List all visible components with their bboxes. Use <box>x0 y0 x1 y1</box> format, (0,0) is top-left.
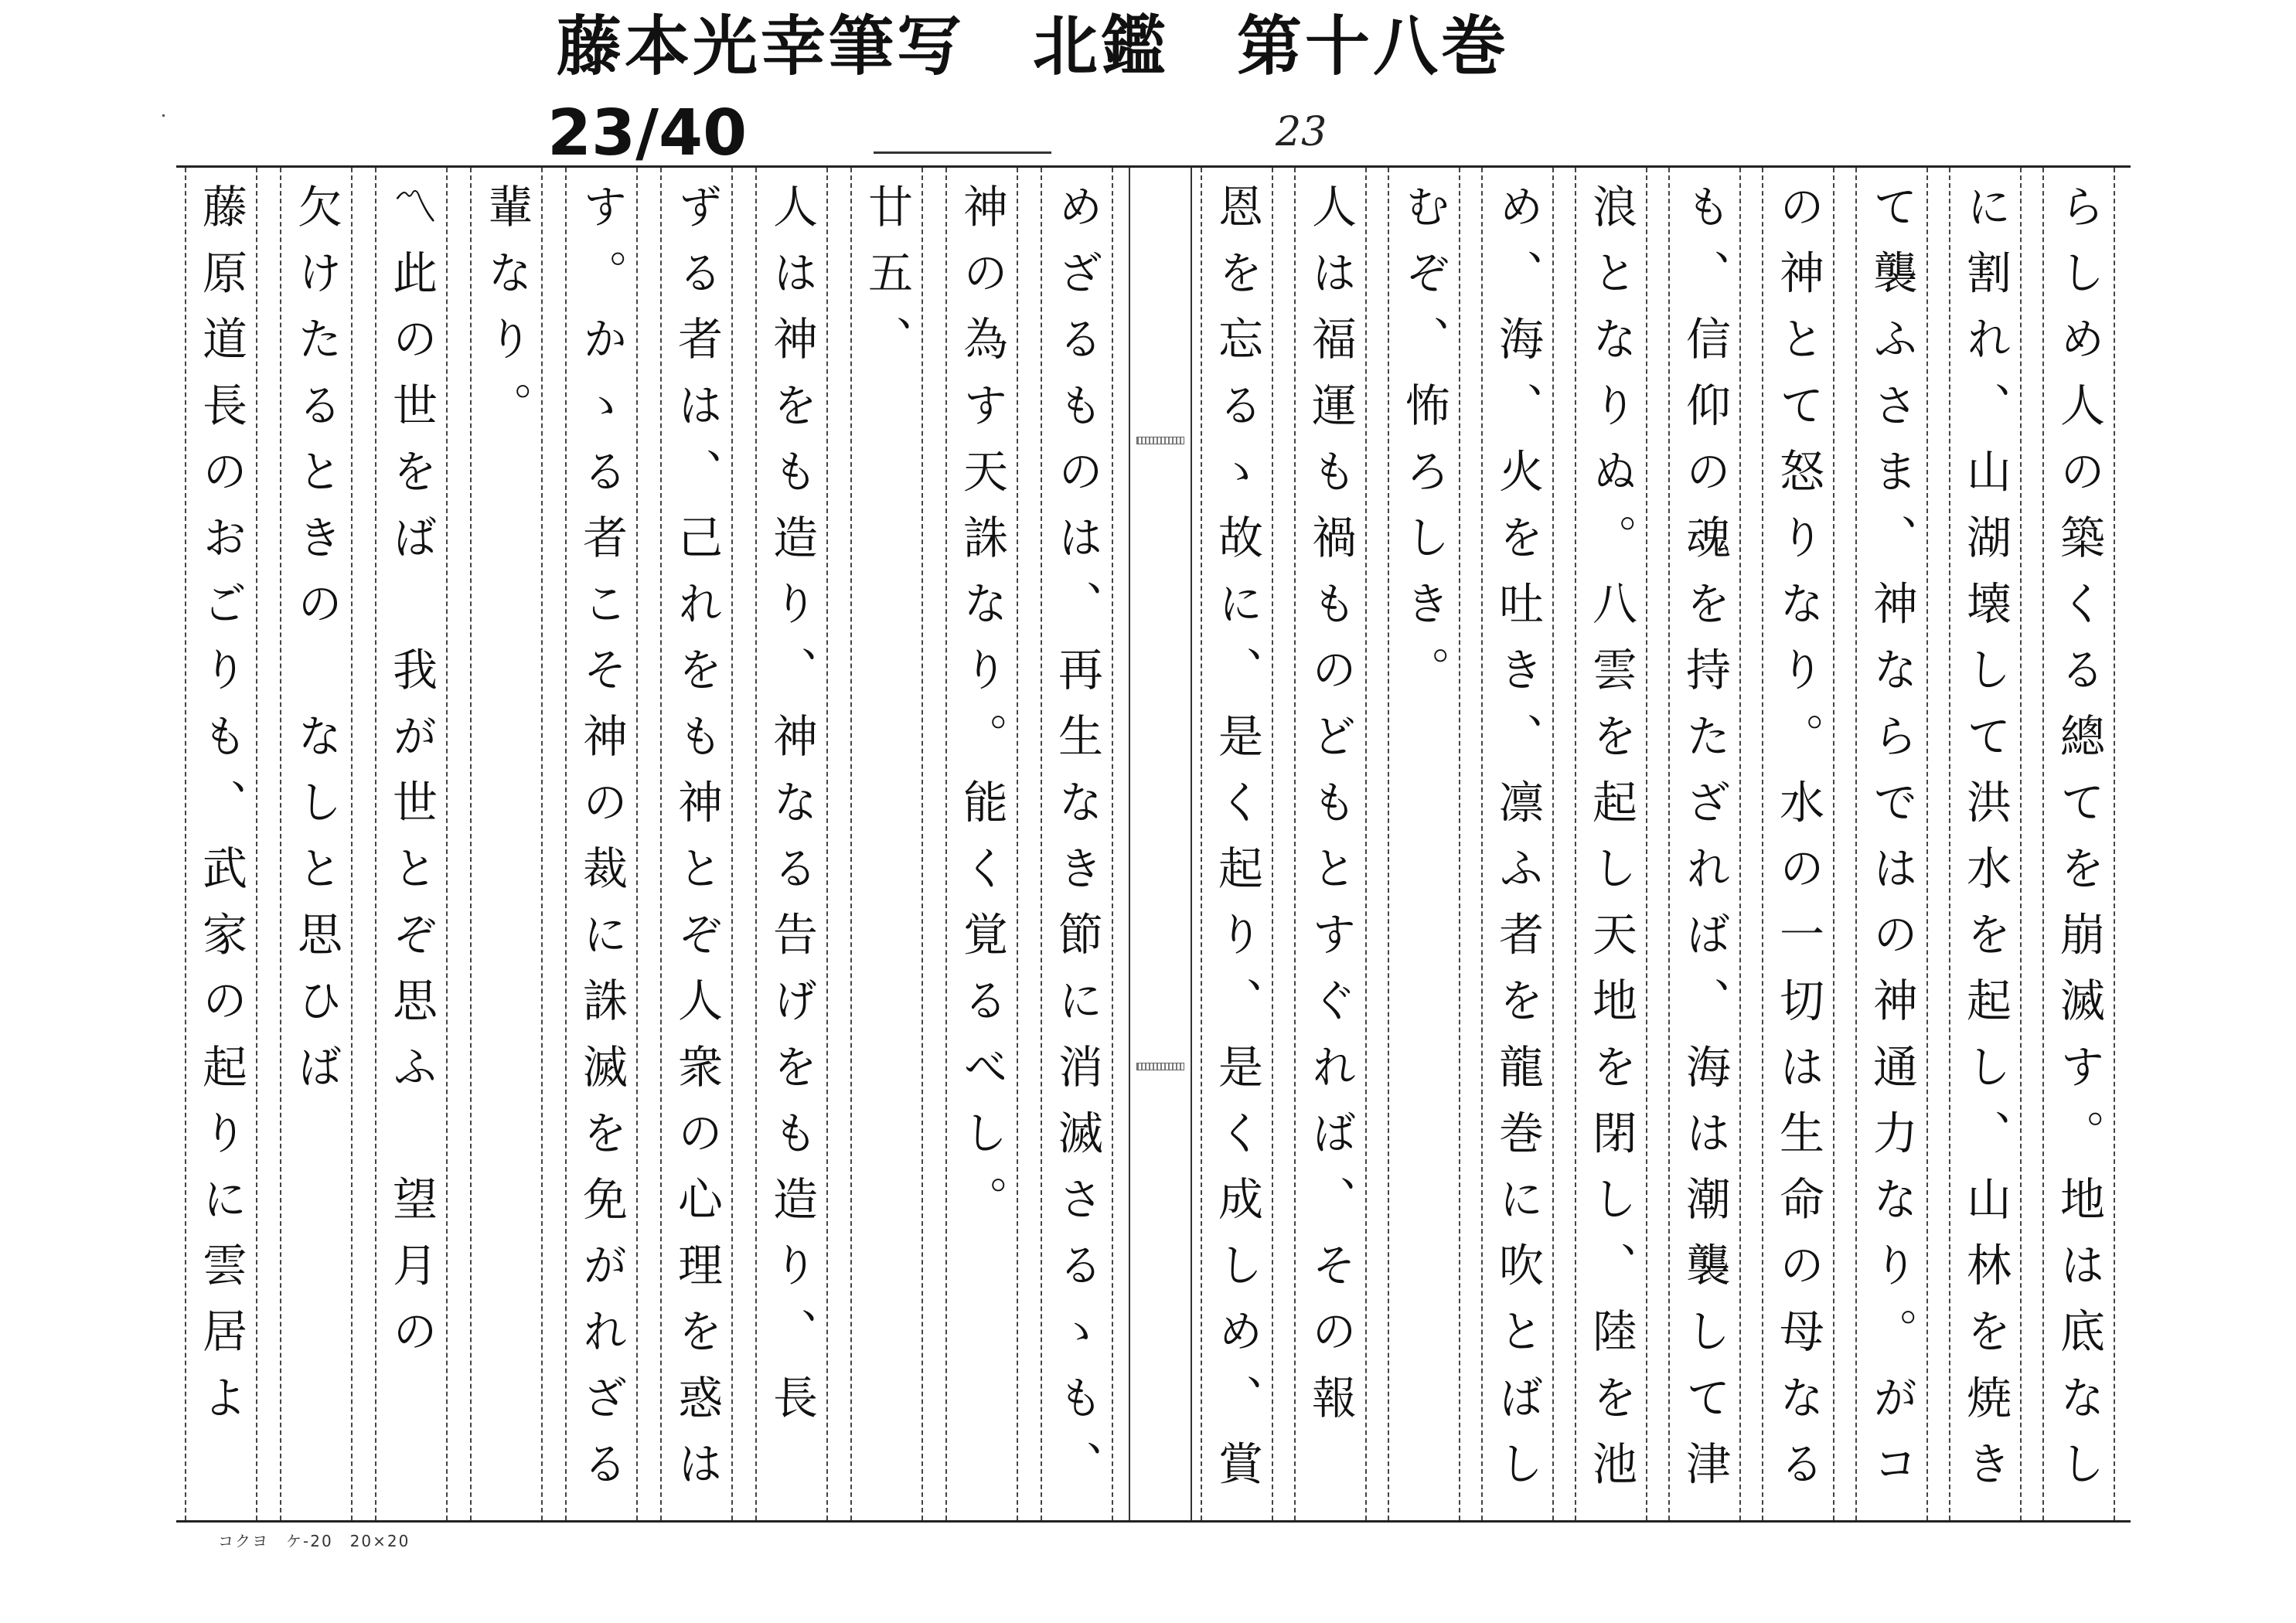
manuscript-paper <box>176 165 2131 1523</box>
column-text: 恩を忘るゝ故に、是く起り、是く成しめ、賞 <box>1211 183 1263 1506</box>
manuscript-column <box>385 168 438 1520</box>
header-rule <box>874 151 1051 154</box>
column-text: 人は神をも造り、神なる告げをも造り、長 <box>765 183 818 1441</box>
manuscript-column <box>2052 168 2105 1520</box>
column-text: ずる者は、己れをも神とぞ人衆の心理を惑は <box>670 183 723 1506</box>
manuscript-column <box>1211 168 1263 1520</box>
manuscript-column <box>480 168 533 1520</box>
manuscript-column <box>1304 168 1357 1520</box>
column-text: め、海、火を吐き、凛ふ者を龍巻に吹とばし <box>1491 183 1544 1506</box>
handwritten-folio-number: 23 <box>1276 109 1327 155</box>
column-text: 神の為す天誅なり。能く覚るべし。 <box>956 183 1008 1242</box>
manuscript-column <box>290 168 342 1520</box>
manuscript-left-half <box>176 168 1129 1520</box>
column-text: の神とて怒りなり。水の一切は生命の母なる <box>1772 183 1824 1506</box>
manuscript-column <box>956 168 1008 1520</box>
gutter-mark-top <box>1136 437 1184 444</box>
manuscript-column <box>1772 168 1824 1520</box>
gutter-mark-bottom <box>1136 1063 1184 1070</box>
column-text: も、信仰の魂を持たざれば、海は潮襲して津 <box>1678 183 1731 1506</box>
manuscript-column <box>860 168 913 1520</box>
manuscript-column <box>670 168 723 1520</box>
manuscript-column <box>1398 168 1450 1520</box>
column-text: 〽此の世をば 我が世とぞ思ふ 望月の <box>385 183 438 1374</box>
column-text: す。かゝる者こそ神の裁に誅滅を免がれざる <box>575 183 628 1506</box>
page-number: 23/40 <box>547 97 748 170</box>
column-text: めざるものは、再生なき節に消滅さるゝも、 <box>1051 183 1103 1506</box>
column-text: 廿五、 <box>860 183 913 382</box>
manuscript-column <box>1678 168 1731 1520</box>
manuscript-column <box>195 168 247 1520</box>
manuscript-column <box>1051 168 1103 1520</box>
document-title: 藤本光幸筆写 北鑑 第十八巻 <box>557 9 1510 84</box>
column-text: 欠けたるときの なしと思ひば <box>290 183 342 1110</box>
manuscript-column <box>765 168 818 1520</box>
manuscript-column <box>1865 168 1918 1520</box>
column-text: 人は福運も禍ものどもとすぐれば、その報 <box>1304 183 1357 1441</box>
column-text: 輩なり。 <box>480 183 533 448</box>
manuscript-right-half <box>1189 168 2131 1520</box>
manuscript-column <box>575 168 628 1520</box>
column-text: に割れ、山湖壊して洪水を起し、山林を焼き <box>1959 183 2012 1506</box>
column-text: らしめ人の築くる總てを崩滅す。地は底なし <box>2052 183 2105 1506</box>
column-text: 浪となりぬ。八雲を起し天地を閉し、陸を池 <box>1585 183 1637 1506</box>
manuscript-column <box>1585 168 1637 1520</box>
column-text: て襲ふさま、神ならではの神通力なり。がコ <box>1865 183 1918 1506</box>
paper-brand-label: コクヨ ケ-20 20×20 <box>218 1532 410 1550</box>
manuscript-column <box>1491 168 1544 1520</box>
center-gutter <box>1129 168 1192 1520</box>
margin-mark <box>162 114 165 117</box>
column-text: 藤原道長のおごりも、武家の起りに雲居よ <box>195 183 247 1441</box>
manuscript-column <box>1959 168 2012 1520</box>
column-text: むぞ、怖ろしき。 <box>1398 183 1450 713</box>
document-header <box>557 9 1510 84</box>
